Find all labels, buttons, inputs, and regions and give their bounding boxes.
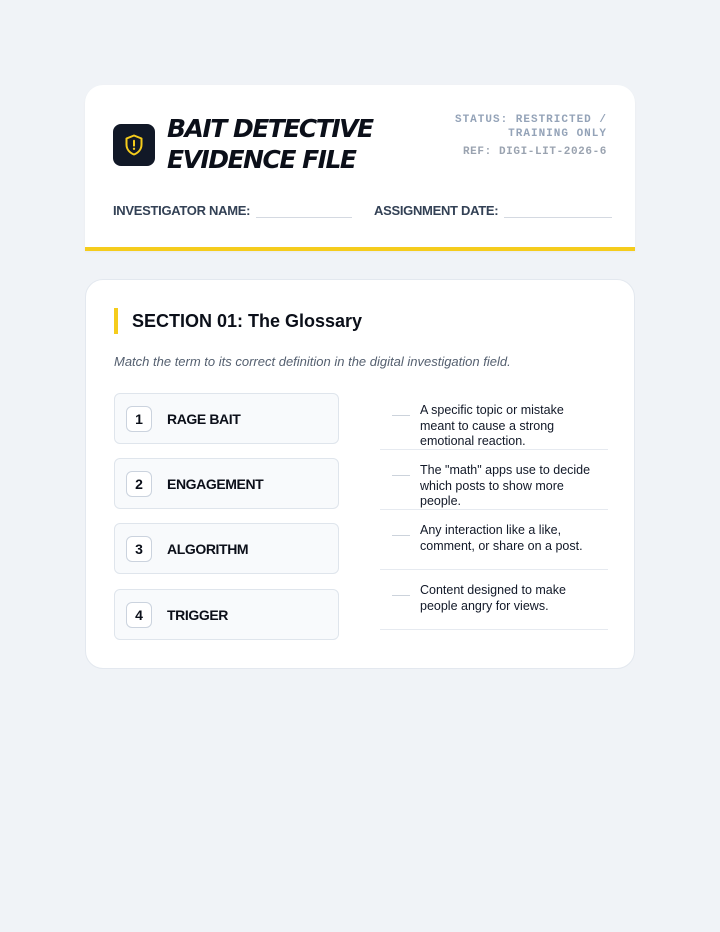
shield-alert-icon bbox=[122, 133, 146, 157]
section-instructions: Match the term to its correct definition in the digital investigation field. bbox=[114, 354, 511, 369]
term-card bbox=[114, 589, 339, 640]
answer-blank[interactable] bbox=[392, 475, 410, 476]
term-card bbox=[114, 458, 339, 509]
section-title: SECTION 01: The Glossary bbox=[114, 308, 362, 334]
document-meta bbox=[447, 113, 607, 159]
definition-item bbox=[380, 583, 608, 630]
investigator-name-label: INVESTIGATOR NAME: bbox=[113, 203, 251, 218]
term-label: ALGORITHM bbox=[167, 540, 249, 557]
definition-text: Any interaction like a like, comment, or share on a post. bbox=[420, 523, 583, 553]
term-number-badge: 2 bbox=[126, 471, 152, 497]
title-line-1: BAIT DETECTIVE bbox=[167, 114, 373, 143]
investigator-name-field bbox=[113, 202, 352, 218]
definition-item bbox=[380, 463, 608, 510]
investigator-name-input-line[interactable] bbox=[256, 202, 352, 218]
logo-badge bbox=[113, 124, 155, 166]
term-card bbox=[114, 393, 339, 444]
definition-item bbox=[380, 403, 608, 450]
status-label: STATUS: RESTRICTED / TRAINING ONLY bbox=[454, 114, 607, 140]
definition-text: A specific topic or mistake meant to cause a strong emotional reaction. bbox=[420, 403, 564, 448]
title-line-2: EVIDENCE FILE bbox=[167, 145, 356, 174]
answer-blank[interactable] bbox=[392, 595, 410, 596]
term-card bbox=[114, 523, 339, 574]
term-number-badge: 4 bbox=[126, 602, 152, 628]
definition-text: The "math" apps use to decide which posts to show more people. bbox=[420, 463, 591, 508]
evidence-file-header bbox=[85, 85, 635, 251]
term-label: TRIGGER bbox=[167, 606, 228, 623]
answer-blank[interactable] bbox=[392, 535, 410, 536]
definition-item bbox=[380, 523, 608, 570]
term-label: RAGE BAIT bbox=[167, 410, 241, 427]
definition-text: Content designed to make people angry for views. bbox=[420, 583, 566, 613]
page-title bbox=[167, 113, 373, 175]
answer-blank[interactable] bbox=[392, 415, 410, 416]
term-number-badge: 3 bbox=[126, 536, 152, 562]
reference-code: REF: DIGI-LIT-2026-6 bbox=[462, 146, 607, 158]
assignment-date-label: ASSIGNMENT DATE: bbox=[374, 203, 499, 218]
term-label: ENGAGEMENT bbox=[167, 475, 264, 492]
glossary-section-card bbox=[85, 279, 635, 669]
assignment-date-field bbox=[374, 202, 612, 218]
assignment-date-input-line[interactable] bbox=[504, 202, 612, 218]
term-number-badge: 1 bbox=[126, 406, 152, 432]
